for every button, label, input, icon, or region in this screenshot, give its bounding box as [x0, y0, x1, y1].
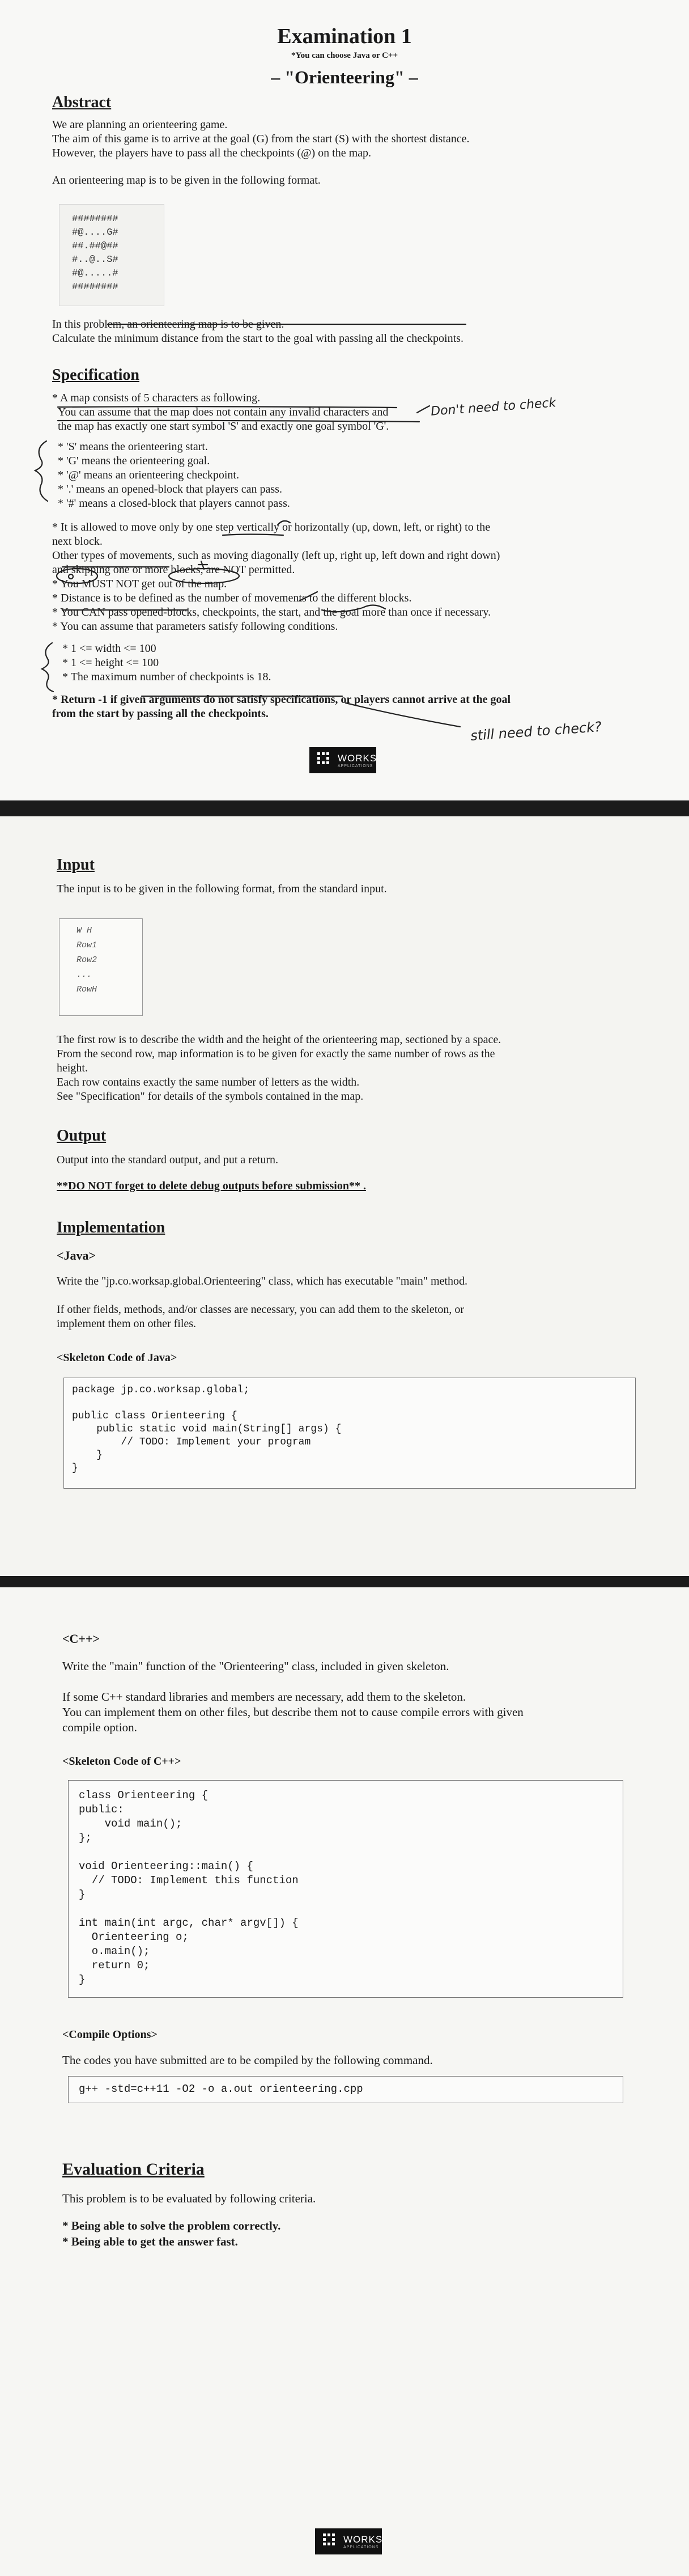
movement-line: next block.: [52, 535, 103, 548]
symbol-item: * 'S' means the orienteering start.: [58, 440, 208, 453]
symbol-list: [58, 440, 290, 511]
symbol-item: * '@' means an orienteering checkpoint.: [58, 469, 239, 481]
closing-line: In this problem, an orienteering map is to be given.: [52, 318, 284, 331]
spec-line: the map has exactly one start symbol 'S' and exactly one goal symbol 'G'.: [58, 420, 389, 433]
compile-options-heading: <Compile Options>: [62, 2028, 158, 2041]
problem-title: – "Orienteering" –: [271, 67, 418, 87]
cpp-line: If some C++ standard libraries and members are necessary, add them to the skeleton.: [62, 1690, 466, 1704]
movement-line: * Distance is to be defined as the number of movements to the different blocks.: [52, 592, 412, 604]
format-row: Row2: [76, 955, 97, 965]
java-line: Write the "jp.co.worksap.global.Orienteering" class, which has executable "main" method.: [57, 1275, 467, 1287]
desc-line: Each row contains exactly the same number of letters as the width.: [57, 1076, 360, 1088]
symbol-item: * 'G' means the orienteering goal.: [58, 455, 210, 467]
map-row: ########: [72, 282, 118, 293]
cpp-line: compile option.: [62, 1721, 137, 1734]
cpp-skeleton-code: class Orienteering { public: void main(); }; void Orienteering::main() { // TODO: Implement this function } int main(int argc, char* argv[]) { Orienteering o; o.main(); return 0; }: [68, 1780, 623, 1998]
map-row: #@....G#: [72, 227, 118, 238]
return-line: * Return -1 if given arguments do not satisfy specifications, or players cannot arrive at the goal: [52, 693, 511, 706]
cpp-heading: <C++>: [62, 1632, 100, 1646]
movement-line: * You CAN pass opened-blocks, checkpoints, the start, and the goal more than once if necessary.: [52, 606, 491, 618]
java-line: implement them on other files.: [57, 1317, 197, 1330]
java-line: If other fields, methods, and/or classes are necessary, you can add them to the skeleton, or: [57, 1303, 465, 1316]
abstract-closing: [52, 317, 463, 346]
implementation-heading: Implementation: [57, 1219, 165, 1236]
criterion-item: * Being able to solve the problem correctly.: [62, 2219, 281, 2232]
format-row: W H: [76, 926, 92, 935]
format-line: An orienteering map is to be given in the following format.: [52, 174, 321, 187]
works-logo-footer: [315, 2528, 382, 2554]
return-rule: [52, 693, 511, 721]
movement-line: Other types of movements, such as moving diagonally (left up, right up, left down and right down): [52, 549, 500, 562]
criterion-item: * Being able to get the answer fast.: [62, 2235, 238, 2248]
cpp-line: You can implement them on other files, but describe them not to cause compile errors with given: [62, 1705, 524, 1719]
movement-line: * It is allowed to move only by one step vertically or horizontally (up, down, left, or right) to the: [52, 521, 491, 533]
desc-line: height.: [57, 1062, 88, 1074]
logo-text: WORKS: [343, 2534, 383, 2545]
map-row: ########: [72, 214, 118, 224]
works-logo: [309, 747, 376, 773]
abstract-heading: Abstract: [52, 94, 112, 111]
cpp-line: Write the "main" function of the "Orienteering" class, included in given skeleton.: [62, 1659, 449, 1673]
movement-rules: [52, 520, 500, 634]
output-line: Output into the standard output, and put a return.: [57, 1154, 279, 1166]
closing-line: Calculate the minimum distance from the start to the goal with passing all the checkpoints.: [52, 332, 463, 345]
abstract-line: The aim of this game is to arrive at the goal (G) from the start (S) with the shortest distance.: [52, 133, 470, 145]
java-skeleton-code: package jp.co.worksap.global; public class Orienteering { public static void main(String[] args) { // TODO: Implement your program } }: [63, 1378, 636, 1489]
input-heading: Input: [57, 856, 95, 874]
condition-item: * 1 <= width <= 100: [62, 642, 156, 655]
desc-line: From the second row, map information is to be given for exactly the same number of rows as the: [57, 1048, 495, 1060]
spec-line: * A map consists of 5 characters as following.: [52, 392, 261, 404]
logo-subtext: APPLICATIONS: [343, 2545, 379, 2549]
format-row: RowH: [76, 985, 97, 994]
criteria-list: [62, 2218, 280, 2249]
input-description: [57, 1033, 501, 1104]
works-logo-mark-icon: [323, 2533, 339, 2549]
compile-line: The codes you have submitted are to be compiled by the following command.: [62, 2053, 433, 2067]
condition-item: * 1 <= height <= 100: [62, 656, 159, 669]
format-row: Row1: [76, 940, 97, 950]
cpp-instructions: [62, 1659, 524, 1735]
debug-warning: **DO NOT forget to delete debug outputs before submission** .: [57, 1180, 366, 1192]
works-logo-mark-icon: [317, 752, 333, 768]
page-1: [0, 0, 689, 800]
java-skeleton-heading: <Skeleton Code of Java>: [57, 1351, 177, 1364]
desc-line: See "Specification" for details of the symbols contained in the map.: [57, 1090, 364, 1103]
logo-subtext: APPLICATIONS: [338, 764, 373, 768]
java-heading: <Java>: [57, 1248, 96, 1262]
desc-line: The first row is to describe the width and the height of the orienteering map, sectioned by a space.: [57, 1033, 501, 1046]
input-lead: The input is to be given in the following format, from the standard input.: [57, 883, 387, 895]
map-row: #@.....#: [72, 268, 118, 279]
output-heading: Output: [57, 1127, 107, 1145]
abstract-line: However, the players have to pass all the checkpoints (@) on the map.: [52, 147, 371, 159]
abstract-line: We are planning an orienteering game.: [52, 118, 228, 131]
input-format-box: [59, 918, 143, 1016]
specification-heading: Specification: [52, 366, 139, 384]
symbol-item: * '.' means an opened-block that players can pass.: [58, 483, 282, 495]
java-instructions: [57, 1274, 467, 1331]
page-3: [0, 1587, 689, 2576]
map-row: #..@..S#: [72, 255, 118, 265]
conditions-list: [62, 642, 271, 684]
condition-item: * The maximum number of checkpoints is 18.: [62, 671, 271, 683]
spec-line: You can assume that the map does not contain any invalid characters and: [58, 406, 389, 418]
abstract-text: [52, 118, 469, 160]
example-map: [59, 204, 164, 306]
exam-subtitle: *You can choose Java or C++: [291, 51, 398, 60]
movement-line: and skipping one or more blocks, are NOT permitted.: [52, 564, 295, 576]
cpp-line: [62, 1674, 524, 1689]
compile-command: g++ -std=c++11 -O2 -o a.out orienteering.cpp: [68, 2076, 623, 2103]
spec-intro: [52, 391, 389, 434]
exam-title: Examination 1: [277, 24, 412, 48]
brace-symbols: [35, 441, 48, 501]
logo-text: WORKS: [338, 753, 377, 764]
evaluation-heading: Evaluation Criteria: [62, 2160, 205, 2179]
movement-line: * You MUST NOT get out of the map.: [52, 578, 227, 590]
movement-line: * You can assume that parameters satisfy following conditions.: [52, 620, 338, 633]
evaluation-line: This problem is to be evaluated by following criteria.: [62, 2192, 316, 2205]
brace-conditions: [42, 643, 53, 692]
handwritten-note-dont-check: Don't need to check: [430, 396, 557, 419]
cpp-skeleton-heading: <Skeleton Code of C++>: [62, 1755, 181, 1768]
format-row: ...: [76, 970, 92, 980]
page-2: [0, 816, 689, 1576]
map-row: ##.##@##: [72, 241, 118, 252]
return-line: from the start by passing all the checkpoints.: [52, 707, 269, 720]
handwritten-note-still-check: still need to check?: [470, 718, 602, 744]
java-line: [57, 1289, 467, 1303]
symbol-item: * '#' means a closed-block that players cannot pass.: [58, 497, 290, 510]
